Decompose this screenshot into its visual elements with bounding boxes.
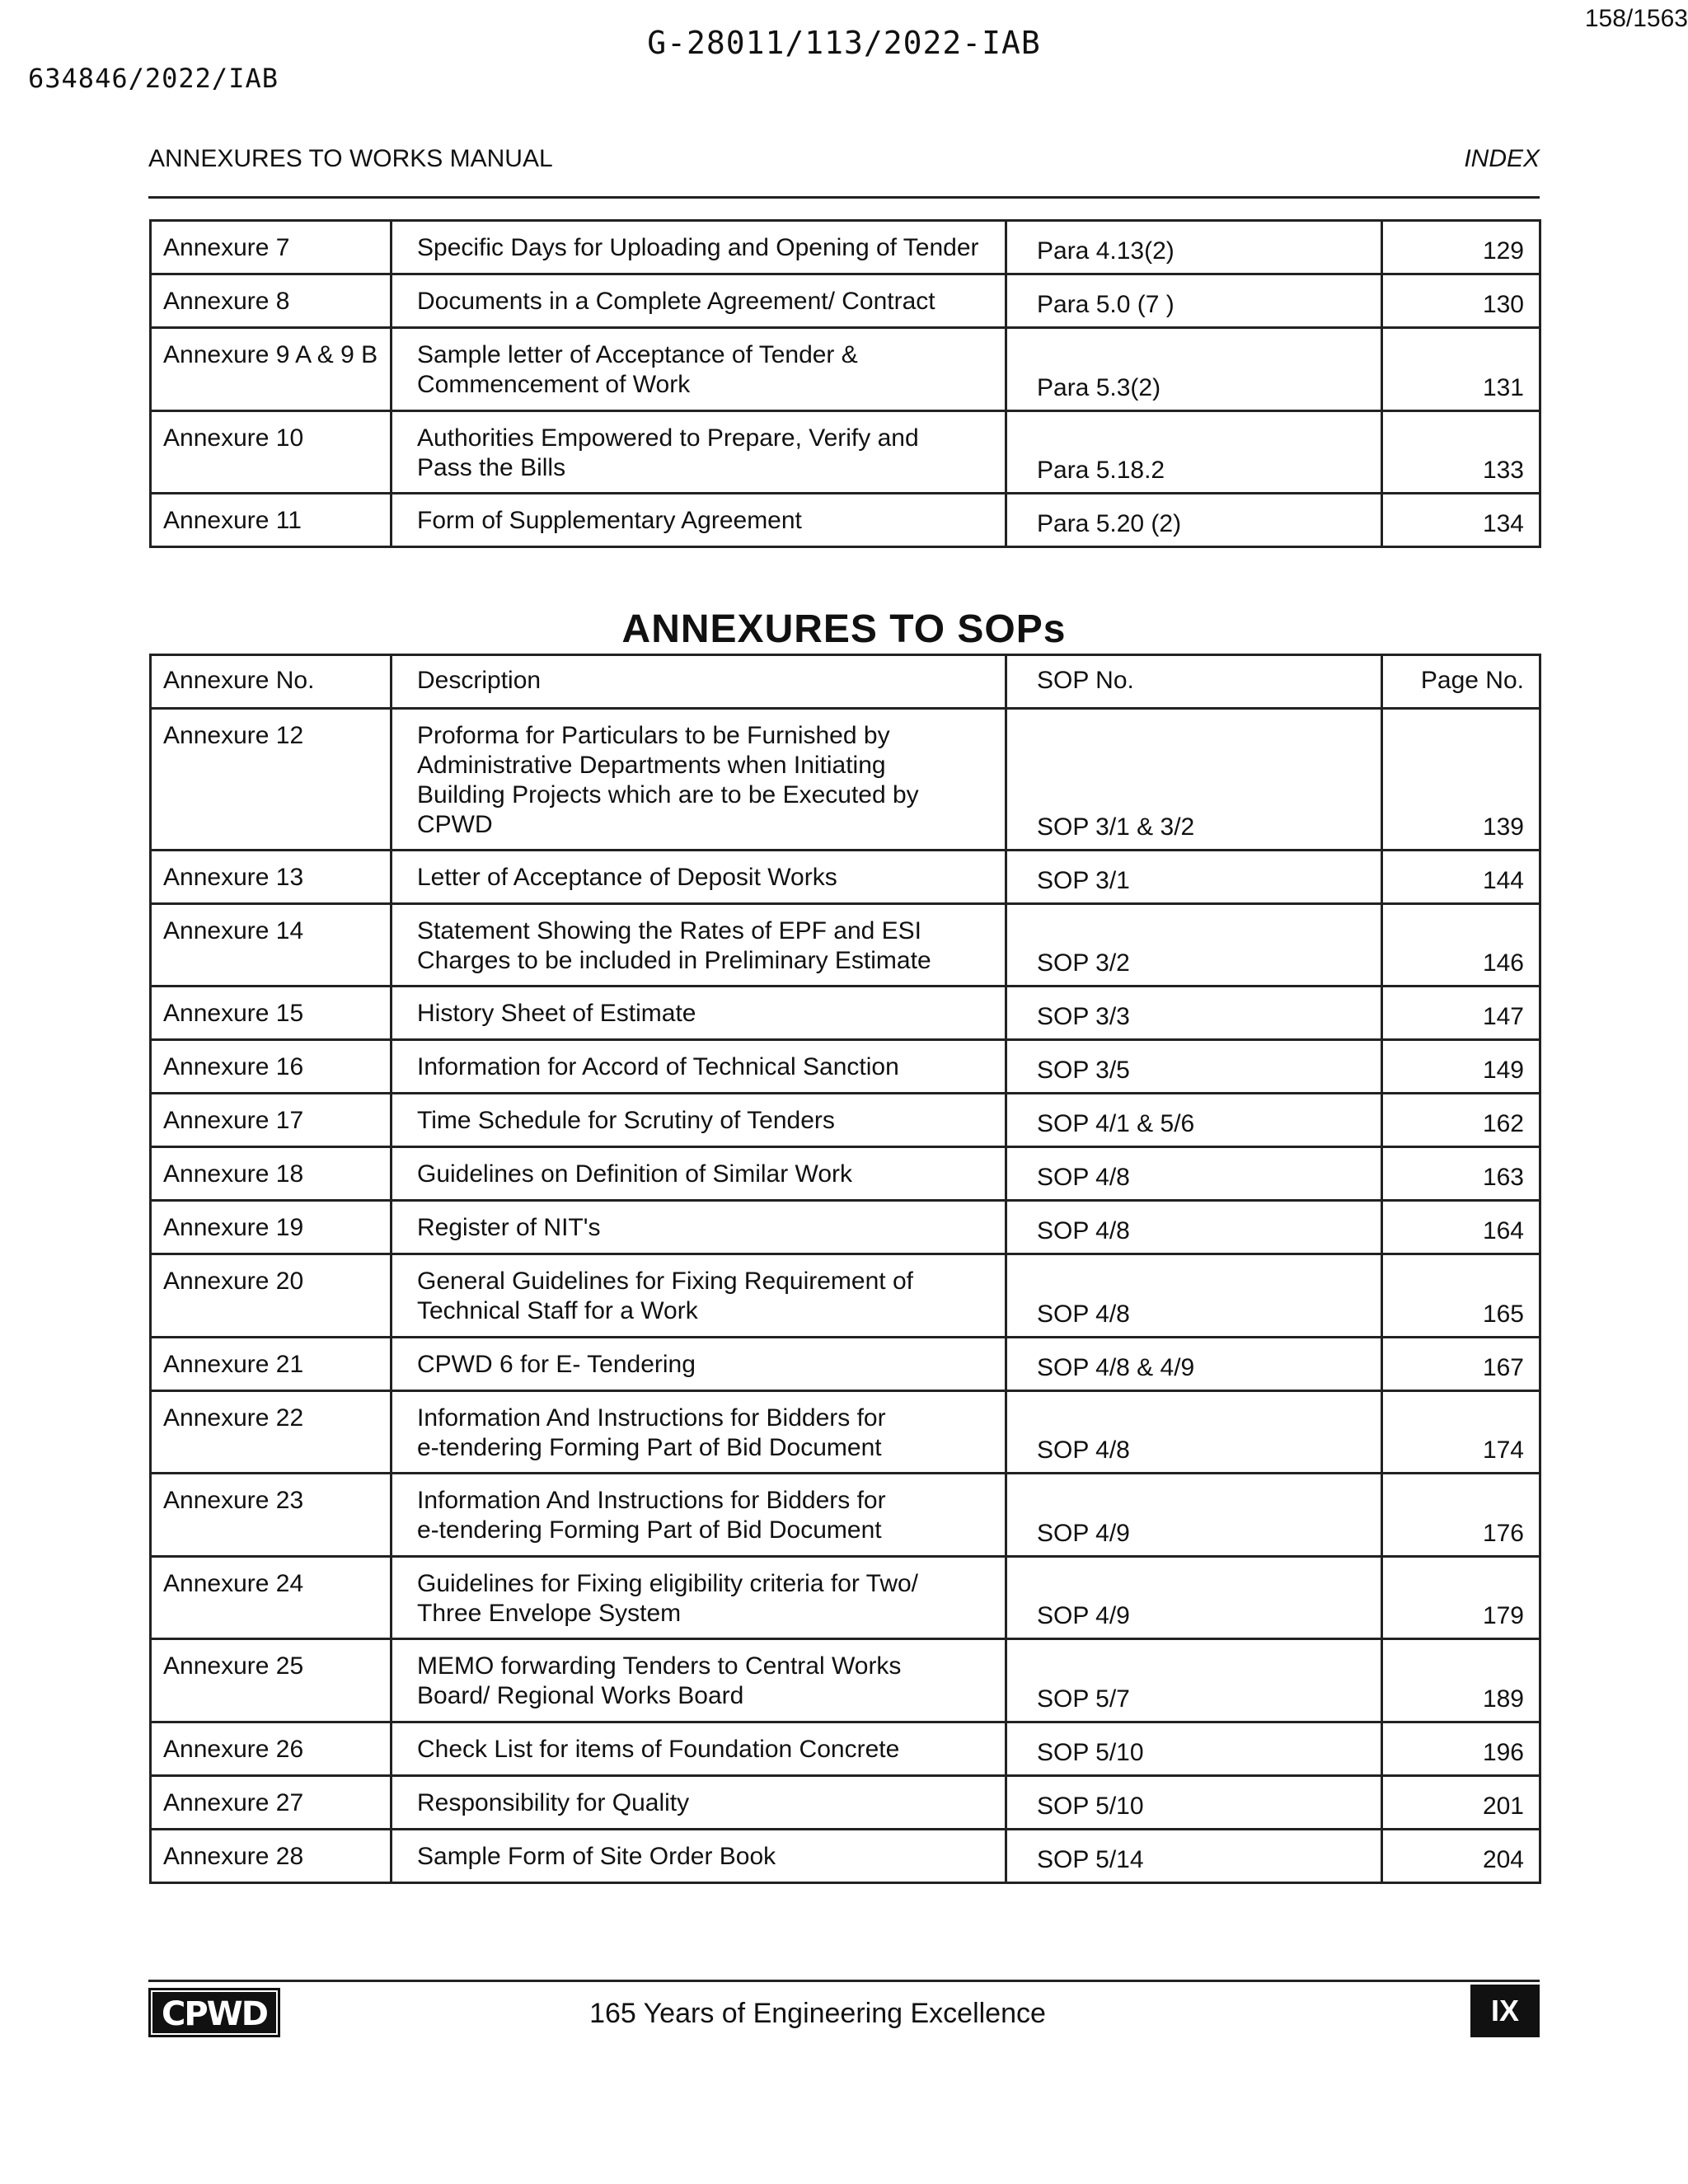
annexure-reference: Para 5.3(2): [1037, 373, 1161, 401]
table-row: [151, 1775, 1540, 1829]
annexure-number: Annexure 10: [163, 424, 304, 452]
table-row: [151, 709, 1540, 851]
annexure-number: Annexure 28: [163, 1842, 304, 1870]
annexure-reference: Para 5.0 (7 ): [1037, 291, 1175, 318]
annexure-description: Sample letter of Acceptance of Tender & Commencement of Work: [417, 341, 858, 398]
table-row: [151, 1390, 1540, 1474]
annexure-number: Annexure 22: [163, 1404, 304, 1432]
annexure-page-number: 147: [1482, 1003, 1524, 1030]
column-header-sop-no: SOP No.: [1037, 667, 1134, 694]
annexure-number: Annexure 25: [163, 1652, 304, 1680]
table-row: [151, 494, 1540, 547]
annexure-description: Letter of Acceptance of Deposit Works: [417, 863, 837, 891]
annexure-description: General Guidelines for Fixing Requirement of Technical Staff for a Work: [417, 1268, 913, 1324]
annexure-number: Annexure 9 A & 9 B: [163, 341, 378, 368]
page-counter: 158/1563: [1584, 5, 1688, 32]
annexure-number: Annexure 14: [163, 916, 304, 944]
sop-section-title: ANNEXURES TO SOPs: [621, 607, 1067, 651]
annexure-number: Annexure 17: [163, 1107, 304, 1134]
annexure-number: Annexure 16: [163, 1053, 304, 1080]
annexure-reference: SOP 5/10: [1037, 1792, 1144, 1820]
running-header-section: INDEX: [1464, 145, 1540, 172]
table-row: [151, 274, 1540, 328]
annexure-reference: SOP 3/2: [1037, 949, 1130, 977]
table-row: [151, 221, 1540, 274]
annexure-description: Guidelines for Fixing eligibility criteria for Two/ Three Envelope System: [417, 1569, 919, 1627]
table-row: [151, 850, 1540, 903]
annexure-page-number: 131: [1482, 373, 1524, 401]
footer-tagline: 165 Years of Engineering Excellence: [589, 1998, 1046, 2029]
annexure-page-number: 164: [1482, 1217, 1524, 1244]
annexure-number: Annexure 12: [163, 722, 304, 749]
annexure-page-number: 165: [1482, 1300, 1524, 1328]
footer-rule: [148, 1980, 1540, 1982]
annexure-description: CPWD 6 for E- Tendering: [417, 1350, 696, 1378]
annexure-description: Statement Showing the Rates of EPF and ESI Charges to be included in Preliminary Estimate: [417, 916, 931, 974]
annexure-description: Authorities Empowered to Prepare, Verify and Pass the Bills: [417, 424, 919, 481]
annexure-page-number: 139: [1482, 813, 1524, 841]
annexure-page-number: 196: [1482, 1738, 1524, 1766]
annexure-reference: SOP 5/10: [1037, 1738, 1144, 1766]
table-row: [151, 1254, 1540, 1338]
annexure-number: Annexure 11: [163, 507, 302, 534]
annexure-page-number: 176: [1482, 1519, 1524, 1547]
table-row: [151, 410, 1540, 494]
annexure-reference: SOP 4/8: [1037, 1300, 1130, 1328]
annexure-description: Sample Form of Site Order Book: [417, 1842, 776, 1870]
annexure-page-number: 144: [1482, 866, 1524, 894]
annexure-description: Register of NIT's: [417, 1214, 601, 1241]
cpwd-logo-text: CPWD: [162, 1995, 267, 2033]
annexure-description: MEMO forwarding Tenders to Central Works Board/ Regional Works Board: [417, 1652, 902, 1709]
annexure-reference: SOP 5/14: [1037, 1845, 1144, 1873]
annexure-page-number: 201: [1482, 1792, 1524, 1820]
column-header-description: Description: [417, 667, 542, 694]
annexure-page-number: 189: [1482, 1685, 1524, 1713]
receipt-number-stamp: 634846/2022/IAB: [28, 63, 279, 94]
annexure-page-number: 134: [1482, 510, 1524, 537]
annexure-reference: Para 5.20 (2): [1037, 510, 1182, 537]
table-row: [151, 1094, 1540, 1147]
annexure-description: Check List for items of Foundation Concrete: [417, 1735, 900, 1763]
table-row: [151, 1201, 1540, 1254]
annexure-number: Annexure 18: [163, 1160, 304, 1188]
annexure-reference: SOP 4/1 & 5/6: [1037, 1110, 1195, 1137]
table-row: [151, 1829, 1540, 1882]
annexure-page-number: 146: [1482, 949, 1524, 977]
running-header: [148, 145, 1540, 178]
table-row: [151, 987, 1540, 1040]
annexure-description: History Sheet of Estimate: [417, 1000, 696, 1027]
table-row: [151, 328, 1540, 411]
table-row: [151, 1337, 1540, 1390]
annexure-reference: SOP 3/5: [1037, 1057, 1130, 1084]
annexure-reference: SOP 5/7: [1037, 1685, 1130, 1713]
annexure-reference: SOP 4/8: [1037, 1217, 1130, 1244]
annexure-number: Annexure 7: [163, 234, 290, 261]
annexure-page-number: 204: [1482, 1845, 1524, 1873]
table-row: [151, 1474, 1540, 1557]
annexure-reference: SOP 4/9: [1037, 1602, 1130, 1629]
table-row: [151, 1040, 1540, 1094]
annexure-number: Annexure 24: [163, 1569, 304, 1597]
annexure-description: Information And Instructions for Bidders for e-tendering Forming Part of Bid Document: [417, 1404, 886, 1461]
annexure-page-number: 149: [1482, 1057, 1524, 1084]
annexure-description: Responsibility for Quality: [417, 1788, 690, 1816]
annexure-page-number: 130: [1482, 291, 1524, 318]
annexure-page-number: 129: [1482, 237, 1524, 265]
annexure-number: Annexure 15: [163, 1000, 304, 1027]
annexure-page-number: 167: [1482, 1353, 1524, 1381]
annexure-page-number: 162: [1482, 1110, 1524, 1137]
file-number-stamp: G-28011/113/2022-IAB: [647, 25, 1041, 61]
annexure-page-number: 163: [1482, 1164, 1524, 1191]
annexure-number: Annexure 21: [163, 1350, 304, 1378]
table-row: [151, 1556, 1540, 1639]
header-rule: [148, 196, 1540, 199]
annexure-number: Annexure 20: [163, 1268, 304, 1295]
annexure-reference: SOP 3/1: [1037, 866, 1130, 894]
annexure-description: Proforma for Particulars to be Furnished by Administrative Departments when Initiating Building Projects which are to be Executed by CPWD: [417, 722, 919, 838]
annexure-page-number: 179: [1482, 1602, 1524, 1629]
table-row: [151, 903, 1540, 987]
annexure-page-number: 174: [1482, 1436, 1524, 1464]
column-header-page-no: Page No.: [1420, 667, 1524, 694]
annexure-description: Form of Supplementary Agreement: [417, 507, 802, 534]
annexure-page-number: 133: [1482, 457, 1524, 484]
annexure-description: Specific Days for Uploading and Opening of Tender: [417, 234, 979, 261]
annexure-number: Annexure 27: [163, 1788, 304, 1816]
running-header-title: ANNEXURES TO WORKS MANUAL: [148, 145, 553, 172]
annexure-reference: SOP 4/9: [1037, 1519, 1130, 1547]
annexure-number: Annexure 13: [163, 863, 304, 891]
table-header-row: [151, 655, 1540, 709]
sop-annexure-table: [149, 654, 1541, 1884]
annexure-reference: Para 4.13(2): [1037, 237, 1175, 265]
annexure-number: Annexure 8: [163, 288, 290, 315]
annexure-description: Information for Accord of Technical Sanction: [417, 1053, 899, 1080]
table-row: [151, 1639, 1540, 1722]
annexure-description: Information And Instructions for Bidders for e-tendering Forming Part of Bid Document: [417, 1487, 886, 1544]
table-row: [151, 1147, 1540, 1201]
annexure-description: Guidelines on Definition of Similar Work: [417, 1160, 853, 1188]
column-header-annexure-no: Annexure No.: [163, 667, 315, 694]
annexure-reference: SOP 4/8: [1037, 1164, 1130, 1191]
annexure-reference: SOP 3/3: [1037, 1003, 1130, 1030]
annexure-number: Annexure 26: [163, 1735, 304, 1763]
annexure-reference: Para 5.18.2: [1037, 457, 1165, 484]
page-folio: IX: [1470, 1985, 1540, 2037]
annexure-reference: SOP 4/8 & 4/9: [1037, 1353, 1195, 1381]
annexure-reference: SOP 4/8: [1037, 1436, 1130, 1464]
annexure-description: Documents in a Complete Agreement/ Contract: [417, 288, 935, 315]
annexure-reference: SOP 3/1 & 3/2: [1037, 813, 1195, 841]
manual-annexure-table: [149, 219, 1541, 548]
table-row: [151, 1722, 1540, 1775]
annexure-description: Time Schedule for Scrutiny of Tenders: [417, 1107, 835, 1134]
annexure-number: Annexure 23: [163, 1487, 304, 1514]
annexure-number: Annexure 19: [163, 1214, 304, 1241]
